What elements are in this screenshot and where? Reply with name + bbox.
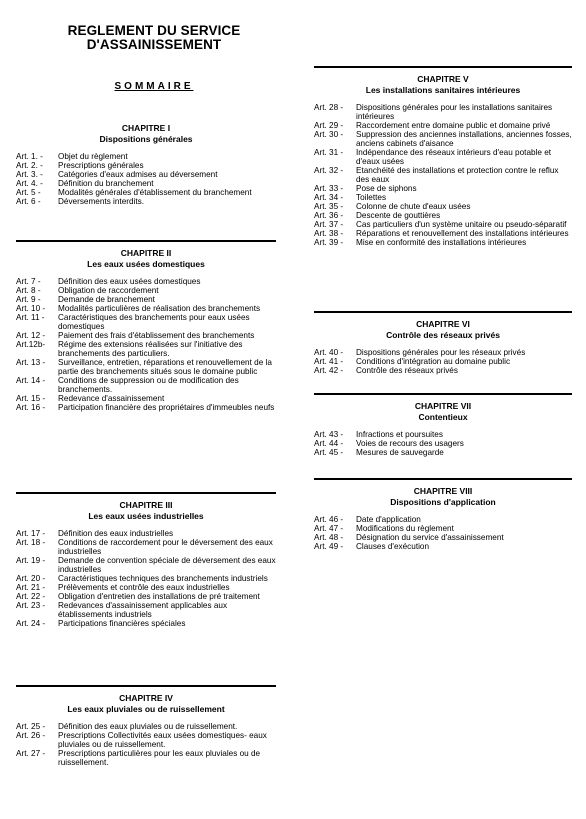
article-item bbox=[314, 202, 572, 211]
article-list bbox=[314, 515, 572, 551]
article-item bbox=[314, 357, 572, 366]
article-number: Art. 38 - bbox=[314, 229, 344, 238]
article-title: Contrôle des réseaux privés bbox=[356, 366, 458, 375]
article-title: Conditions de raccordement pour le déversement des eaux industrielles bbox=[58, 538, 273, 556]
article-list bbox=[314, 348, 572, 375]
article-title: Désignation du service d'assainissement bbox=[356, 533, 504, 542]
sommaire-heading: SOMMAIRE bbox=[114, 81, 194, 92]
article-number: Art. 40 - bbox=[314, 348, 344, 357]
article-title: Prescriptions Collectivités eaux usées domestiques- eaux pluviales ou de ruissellement. bbox=[58, 731, 267, 749]
article-item bbox=[16, 731, 276, 749]
article-title: Demande de branchement bbox=[58, 295, 155, 304]
article-title: Paiement des frais d'établissement des branchements bbox=[58, 331, 255, 340]
article-item bbox=[16, 152, 276, 161]
article-item bbox=[16, 601, 276, 619]
article-title: Définition des eaux usées domestiques bbox=[58, 277, 201, 286]
article-title: Conditions de suppression ou de modification des branchements. bbox=[58, 376, 239, 394]
article-title: Participation financière des propriétaires d'immeubles neufs bbox=[58, 403, 275, 412]
chapter-title: Les installations sanitaires intérieures bbox=[365, 85, 521, 95]
article-title: Modalités générales d'établissement du branchement bbox=[58, 188, 252, 197]
chapter-3 bbox=[16, 492, 276, 628]
article-item bbox=[16, 188, 276, 197]
chapter-title: Les eaux usées industrielles bbox=[88, 511, 204, 521]
article-title: Indépendance des réseaux intérieurs d'eau potable et d'eaux usées bbox=[356, 148, 552, 166]
chapter-title: Les eaux pluviales ou de ruissellement bbox=[67, 704, 225, 714]
chapter-title: Dispositions d'application bbox=[390, 497, 496, 507]
article-item bbox=[16, 295, 276, 304]
article-title: Dispositions générales pour les installations sanitaires intérieures bbox=[356, 103, 553, 121]
article-item bbox=[16, 529, 276, 538]
article-number: Art. 34 - bbox=[314, 193, 344, 202]
article-number: Art. 27 - bbox=[16, 749, 46, 758]
article-item bbox=[314, 533, 572, 542]
chapter-5 bbox=[314, 66, 572, 247]
article-number: Art. 28 - bbox=[314, 103, 344, 112]
article-number: Art. 12 - bbox=[16, 331, 46, 340]
article-item bbox=[16, 722, 276, 731]
article-number: Art. 41 - bbox=[314, 357, 344, 366]
article-title: Cas particuliers d'un système unitaire ou pseudo-séparatif bbox=[356, 220, 567, 229]
article-number: Art. 9 - bbox=[16, 295, 41, 304]
article-title: Caractéristiques des branchements pour eaux usées domestiques bbox=[58, 313, 250, 331]
article-number: Art. 44 - bbox=[314, 439, 344, 448]
article-number: Art. 2. - bbox=[16, 161, 43, 170]
article-item bbox=[314, 184, 572, 193]
chapter-7 bbox=[314, 393, 572, 457]
article-title: Toilettes bbox=[356, 193, 387, 202]
article-number: Art. 46 - bbox=[314, 515, 344, 524]
article-number: Art. 31 - bbox=[314, 148, 344, 157]
article-item bbox=[16, 358, 276, 376]
chapter-6 bbox=[314, 311, 572, 375]
article-title: Modifications du règlement bbox=[356, 524, 454, 533]
article-title: Définition des eaux industrielles bbox=[58, 529, 174, 538]
article-number: Art. 39 - bbox=[314, 238, 344, 247]
chapter-label: CHAPITRE VI bbox=[416, 319, 470, 329]
article-number: Art. 3. - bbox=[16, 170, 43, 179]
article-title: Déversements interdits. bbox=[58, 197, 145, 206]
article-item bbox=[16, 179, 276, 188]
article-title: Etanchéité des installations et protection contre le reflux des eaux bbox=[356, 166, 559, 184]
chapter-2 bbox=[16, 240, 276, 412]
article-number: Art. 4. - bbox=[16, 179, 43, 188]
article-title: Prescriptions particulières pour les eaux pluviales ou de ruissellement. bbox=[58, 749, 261, 767]
chapter-heading bbox=[16, 242, 276, 269]
article-item bbox=[16, 583, 276, 592]
article-title: Clauses d'exécution bbox=[356, 542, 430, 551]
title-line-1: REGLEMENT DU SERVICE bbox=[67, 23, 241, 38]
article-item bbox=[16, 592, 276, 601]
article-title: Prélèvements et contrôle des eaux industrielles bbox=[58, 583, 230, 592]
article-title: Obligation d'entretien des installations de pré traitement bbox=[58, 592, 260, 601]
article-number: Art. 18 - bbox=[16, 538, 46, 547]
article-number: Art. 32 - bbox=[314, 166, 344, 175]
article-item bbox=[314, 542, 572, 551]
article-number: Art. 20 - bbox=[16, 574, 46, 583]
article-list bbox=[16, 529, 276, 628]
article-number: Art. 22 - bbox=[16, 592, 46, 601]
article-number: Art. 23 - bbox=[16, 601, 46, 610]
article-title: Pose de siphons bbox=[356, 184, 417, 193]
article-number: Art. 45 - bbox=[314, 448, 344, 457]
article-item bbox=[16, 394, 276, 403]
article-item bbox=[314, 121, 572, 130]
article-number: Art. 43 - bbox=[314, 430, 344, 439]
article-item bbox=[314, 238, 572, 247]
article-item bbox=[314, 220, 572, 229]
chapter-1 bbox=[16, 123, 276, 206]
article-item bbox=[16, 331, 276, 340]
article-title: Colonne de chute d'eaux usées bbox=[356, 202, 471, 211]
article-item bbox=[16, 286, 276, 295]
article-number: Art.12b- bbox=[16, 340, 46, 349]
chapter-8 bbox=[314, 478, 572, 551]
article-number: Art. 30 - bbox=[314, 130, 344, 139]
article-title: Suppression des anciennes installations, anciennes fosses, anciens cabinets d'aisance bbox=[356, 130, 572, 148]
article-item bbox=[314, 211, 572, 220]
article-number: Art. 26 - bbox=[16, 731, 46, 740]
article-number: Art. 35 - bbox=[314, 202, 344, 211]
article-title: Conditions d'intégration au domaine public bbox=[356, 357, 511, 366]
chapter-label: CHAPITRE III bbox=[119, 500, 173, 510]
article-title: Redevance d'assainissement bbox=[58, 394, 165, 403]
article-title: Participations financières spéciales bbox=[58, 619, 186, 628]
article-title: Redevances d'assainissement applicables aux établissements industriels bbox=[58, 601, 228, 619]
article-title: Date d'application bbox=[356, 515, 421, 524]
article-item bbox=[16, 403, 276, 412]
article-item bbox=[314, 348, 572, 357]
chapter-title: Contentieux bbox=[418, 412, 468, 422]
article-item bbox=[314, 439, 572, 448]
article-number: Art. 19 - bbox=[16, 556, 46, 565]
article-number: Art. 42 - bbox=[314, 366, 344, 375]
article-number: Art. 24 - bbox=[16, 619, 46, 628]
article-item bbox=[16, 556, 276, 574]
chapter-label: CHAPITRE V bbox=[417, 74, 469, 84]
chapter-heading bbox=[314, 313, 572, 340]
chapter-heading bbox=[16, 494, 276, 521]
article-title: Réparations et renouvellement des installations intérieures bbox=[356, 229, 569, 238]
article-title: Modalités particulières de réalisation des branchements bbox=[58, 304, 261, 313]
chapter-title: Les eaux usées domestiques bbox=[87, 259, 205, 269]
article-title: Objet du règlement bbox=[58, 152, 128, 161]
article-item bbox=[314, 166, 572, 184]
article-list bbox=[16, 152, 276, 206]
article-item bbox=[314, 103, 572, 121]
article-item bbox=[314, 130, 572, 148]
chapter-heading bbox=[314, 395, 572, 422]
article-number: Art. 10 - bbox=[16, 304, 46, 313]
article-item bbox=[314, 148, 572, 166]
chapter-label: CHAPITRE I bbox=[121, 123, 171, 133]
article-item bbox=[314, 515, 572, 524]
article-item bbox=[314, 193, 572, 202]
article-number: Art. 33 - bbox=[314, 184, 344, 193]
chapter-label: CHAPITRE IV bbox=[119, 693, 173, 703]
article-title: Prescriptions générales bbox=[58, 161, 144, 170]
article-title: Voies de recours des usagers bbox=[356, 439, 464, 448]
article-number: Art. 25 - bbox=[16, 722, 46, 731]
chapter-heading bbox=[16, 687, 276, 714]
article-number: Art. 15 - bbox=[16, 394, 46, 403]
article-number: Art. 29 - bbox=[314, 121, 344, 130]
chapter-title: Contrôle des réseaux privés bbox=[386, 330, 500, 340]
article-title: Mise en conformité des installations intérieures bbox=[356, 238, 527, 247]
document-title bbox=[20, 24, 288, 52]
article-number: Art. 14 - bbox=[16, 376, 46, 385]
article-title: Demande de convention spéciale de déversement des eaux industrielles bbox=[58, 556, 276, 574]
article-number: Art. 13 - bbox=[16, 358, 46, 367]
article-item bbox=[16, 161, 276, 170]
article-item bbox=[16, 749, 276, 767]
article-item bbox=[314, 229, 572, 238]
chapter-label: CHAPITRE VII bbox=[414, 401, 472, 411]
article-item bbox=[16, 313, 276, 331]
article-item bbox=[314, 430, 572, 439]
title-line-2: D'ASSAINISSEMENT bbox=[86, 37, 222, 52]
article-number: Art. 7 - bbox=[16, 277, 41, 286]
article-title: Surveillance, entretien, réparations et renouvellement de la partie des branchements situés sous le domaine public bbox=[58, 358, 272, 376]
article-title: Définition du branchement bbox=[58, 179, 154, 188]
article-title: Catégories d'eaux admises au déversement bbox=[58, 170, 218, 179]
article-title: Caractéristiques techniques des branchements industriels bbox=[58, 574, 268, 583]
article-item bbox=[314, 524, 572, 533]
article-item bbox=[16, 538, 276, 556]
article-number: Art. 21 - bbox=[16, 583, 46, 592]
article-number: Art. 11 - bbox=[16, 313, 45, 322]
article-title: Dispositions générales pour les réseaux privés bbox=[356, 348, 526, 357]
article-list bbox=[314, 430, 572, 457]
article-number: Art. 16 - bbox=[16, 403, 46, 412]
article-list bbox=[16, 722, 276, 767]
article-title: Infractions et poursuites bbox=[356, 430, 443, 439]
article-list bbox=[16, 277, 276, 412]
article-title: Mesures de sauvegarde bbox=[356, 448, 444, 457]
article-title: Obligation de raccordement bbox=[58, 286, 159, 295]
chapter-4 bbox=[16, 685, 276, 767]
chapter-label: CHAPITRE VIII bbox=[413, 486, 473, 496]
article-item bbox=[16, 277, 276, 286]
article-item bbox=[16, 340, 276, 358]
article-item bbox=[16, 376, 276, 394]
chapter-label: CHAPITRE II bbox=[120, 248, 172, 258]
chapter-heading bbox=[16, 123, 276, 144]
article-title: Raccordement entre domaine public et domaine privé bbox=[356, 121, 551, 130]
article-item bbox=[16, 574, 276, 583]
article-number: Art. 6 - bbox=[16, 197, 41, 206]
article-title: Descente de gouttières bbox=[356, 211, 441, 220]
article-number: Art. 36 - bbox=[314, 211, 344, 220]
article-item bbox=[314, 448, 572, 457]
chapter-heading bbox=[314, 480, 572, 507]
article-title: Définition des eaux pluviales ou de ruissellement. bbox=[58, 722, 238, 731]
article-number: Art. 5 - bbox=[16, 188, 41, 197]
article-item bbox=[16, 170, 276, 179]
article-number: Art. 48 - bbox=[314, 533, 344, 542]
article-item bbox=[314, 366, 572, 375]
article-item bbox=[16, 619, 276, 628]
article-number: Art. 47 - bbox=[314, 524, 344, 533]
article-number: Art. 17 - bbox=[16, 529, 46, 538]
article-item bbox=[16, 304, 276, 313]
article-number: Art. 49 - bbox=[314, 542, 344, 551]
chapter-title: Dispositions générales bbox=[99, 134, 193, 144]
article-number: Art. 8 - bbox=[16, 286, 41, 295]
article-item bbox=[16, 197, 276, 206]
chapter-heading bbox=[314, 68, 572, 95]
article-title: Régime des extensions réalisées sur l'initiative des branchements des particuliers. bbox=[58, 340, 243, 358]
article-number: Art. 1. - bbox=[16, 152, 43, 161]
article-number: Art. 37 - bbox=[314, 220, 344, 229]
article-list bbox=[314, 103, 572, 247]
